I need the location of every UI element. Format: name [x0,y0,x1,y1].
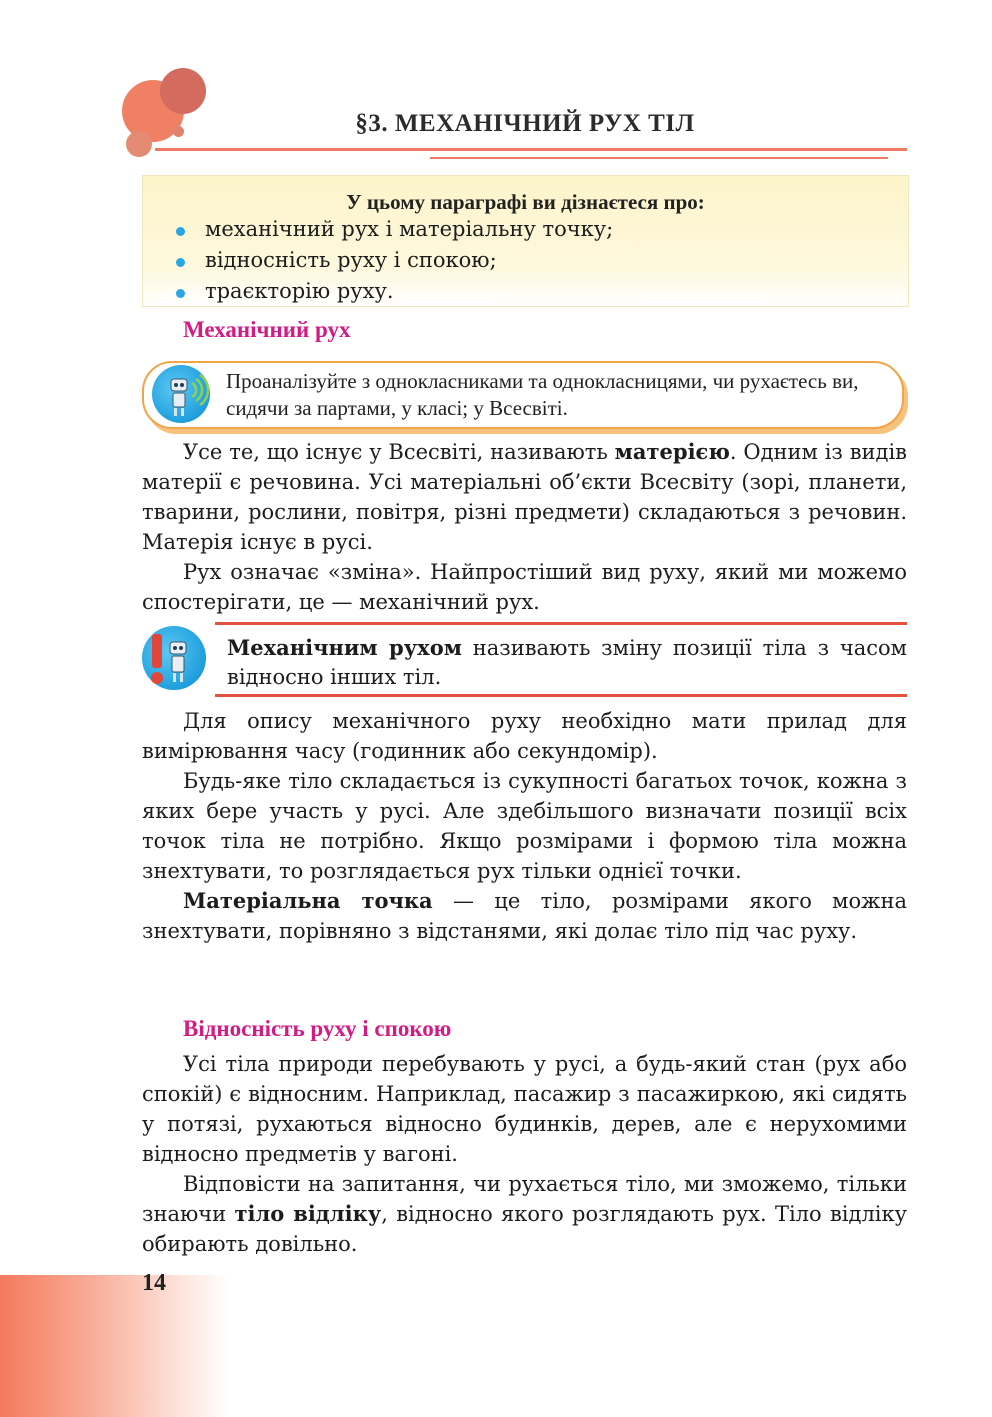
paragraph-points: Будь-яке тіло складається із сукупності багатьох точок, кожна з яких бере участь у русі. Але здебільшого визначати позиції всіх точок тіла не потрібно. Якщо розмірами і формою тіла можна знехтувати, то розглядається рух тільки однієї точки. [142,769,907,883]
task-text: Проаналізуйте з однокласниками та однокласницями, чи рухаєтесь ви, сидячи за партами, у класі; у Всесвіті. [226,369,859,420]
intro-item: траєкторію руху. [173,276,613,307]
paragraph-block-3 [142,1049,907,1259]
task-box [142,361,904,429]
paragraph-material-point: Матеріальна точка — це тіло, розмірами якого можна знехтувати, порівняно з відстанями, які долає тіло під час руху. [142,888,907,943]
bullet-icon [176,227,185,236]
bullet-icon [176,258,185,267]
paragraph-block-1 [142,437,907,617]
definition-top-line [215,622,907,625]
paragraph-matter: Усе те, що існує у Всесвіті, називають матерією. Одним із видів матерії є речовина. Усі матеріальні об’єкти Всесвіту (зорі, планети, тварини, рослини, повітря, різні предмети) складаються з речовин. Матерія існує в русі. [142,439,908,554]
corner-decoration [0,1275,230,1417]
intro-item: механічний рух і матеріальну точку; [173,214,613,245]
bullet-icon [176,289,185,298]
title-underline-short [430,157,888,159]
intro-box [142,175,909,307]
paragraph-reference-body: Відповісти на запитання, чи рухається тіло, ми зможемо, тільки знаючи тіло відліку, відносно якого розглядають рух. Тіло відліку обирають довільно. [142,1172,907,1256]
intro-item: відносність руху і спокою; [173,245,613,276]
paragraph-relativity: Усі тіла природи перебувають у русі, а будь-який стан (рух або спокій) є відносним. Наприклад, пасажир з пасажиркою, які сидять у потязі, рухаються відносно будинків, дерев, але є нерухомими відносно предметів у вагоні. [142,1052,907,1166]
intro-list [173,214,613,307]
paragraph-time-device: Для опису механічного руху необхідно мати прилад для вимірювання часу (годинник або секундомір). [142,709,907,763]
page-title: §3. МЕХАНІЧНИЙ РУХ ТІЛ [355,110,695,137]
robot-wifi-icon [152,365,212,425]
title-underline [155,148,907,151]
paragraph-motion-change: Рух означає «зміна». Найпростіший вид руху, який ми можемо спостерігати, це — механічний рух. [142,560,907,614]
section-heading-mechanical-motion: Механічний рух [183,317,351,342]
section-heading-relativity: Відносність руху і спокою [183,1016,452,1041]
robot-exclamation-icon [142,626,208,692]
definition-mechanical-motion: Механічним рухом називають зміну позиції тіла з часом відносно інших тіл. [227,635,907,689]
page-number: 14 [142,1270,166,1296]
paragraph-block-2 [142,706,907,946]
definition-bottom-line [215,694,907,697]
intro-title: У цьому параграфі ви дізнаєтеся про: [346,190,705,214]
